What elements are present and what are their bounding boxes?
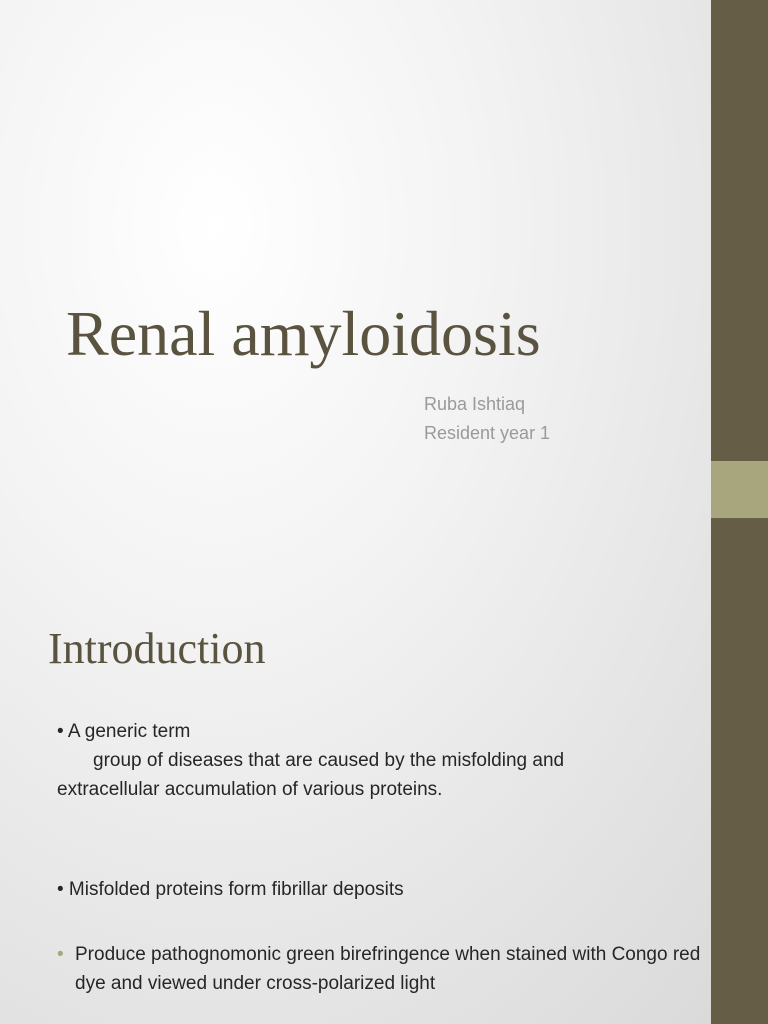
section-heading: Introduction bbox=[48, 624, 266, 673]
bullet-birefringence bbox=[57, 940, 707, 998]
bullet-marker: • bbox=[57, 944, 64, 965]
presenter-info bbox=[424, 390, 550, 448]
presentation-title: Renal amyloidosis bbox=[66, 298, 541, 369]
author-role: Resident year 1 bbox=[424, 423, 551, 443]
bullet-line: extracellular accumulation of various proteins. bbox=[57, 779, 443, 800]
author-name: Ruba Ishtiaq bbox=[424, 394, 526, 414]
bullet-line: group of diseases that are caused by the misfolding and bbox=[93, 750, 565, 771]
bullet-text: Produce pathognomonic green birefringence when stained with Congo red dye and viewed under cross-polarized light bbox=[75, 944, 701, 994]
bullet-misfolded-proteins: • Misfolded proteins form fibrillar deposits bbox=[57, 879, 404, 900]
sidebar-accent-block bbox=[711, 461, 768, 518]
bullet-label: • A generic term bbox=[57, 721, 191, 742]
bullet-generic-term bbox=[57, 717, 697, 804]
